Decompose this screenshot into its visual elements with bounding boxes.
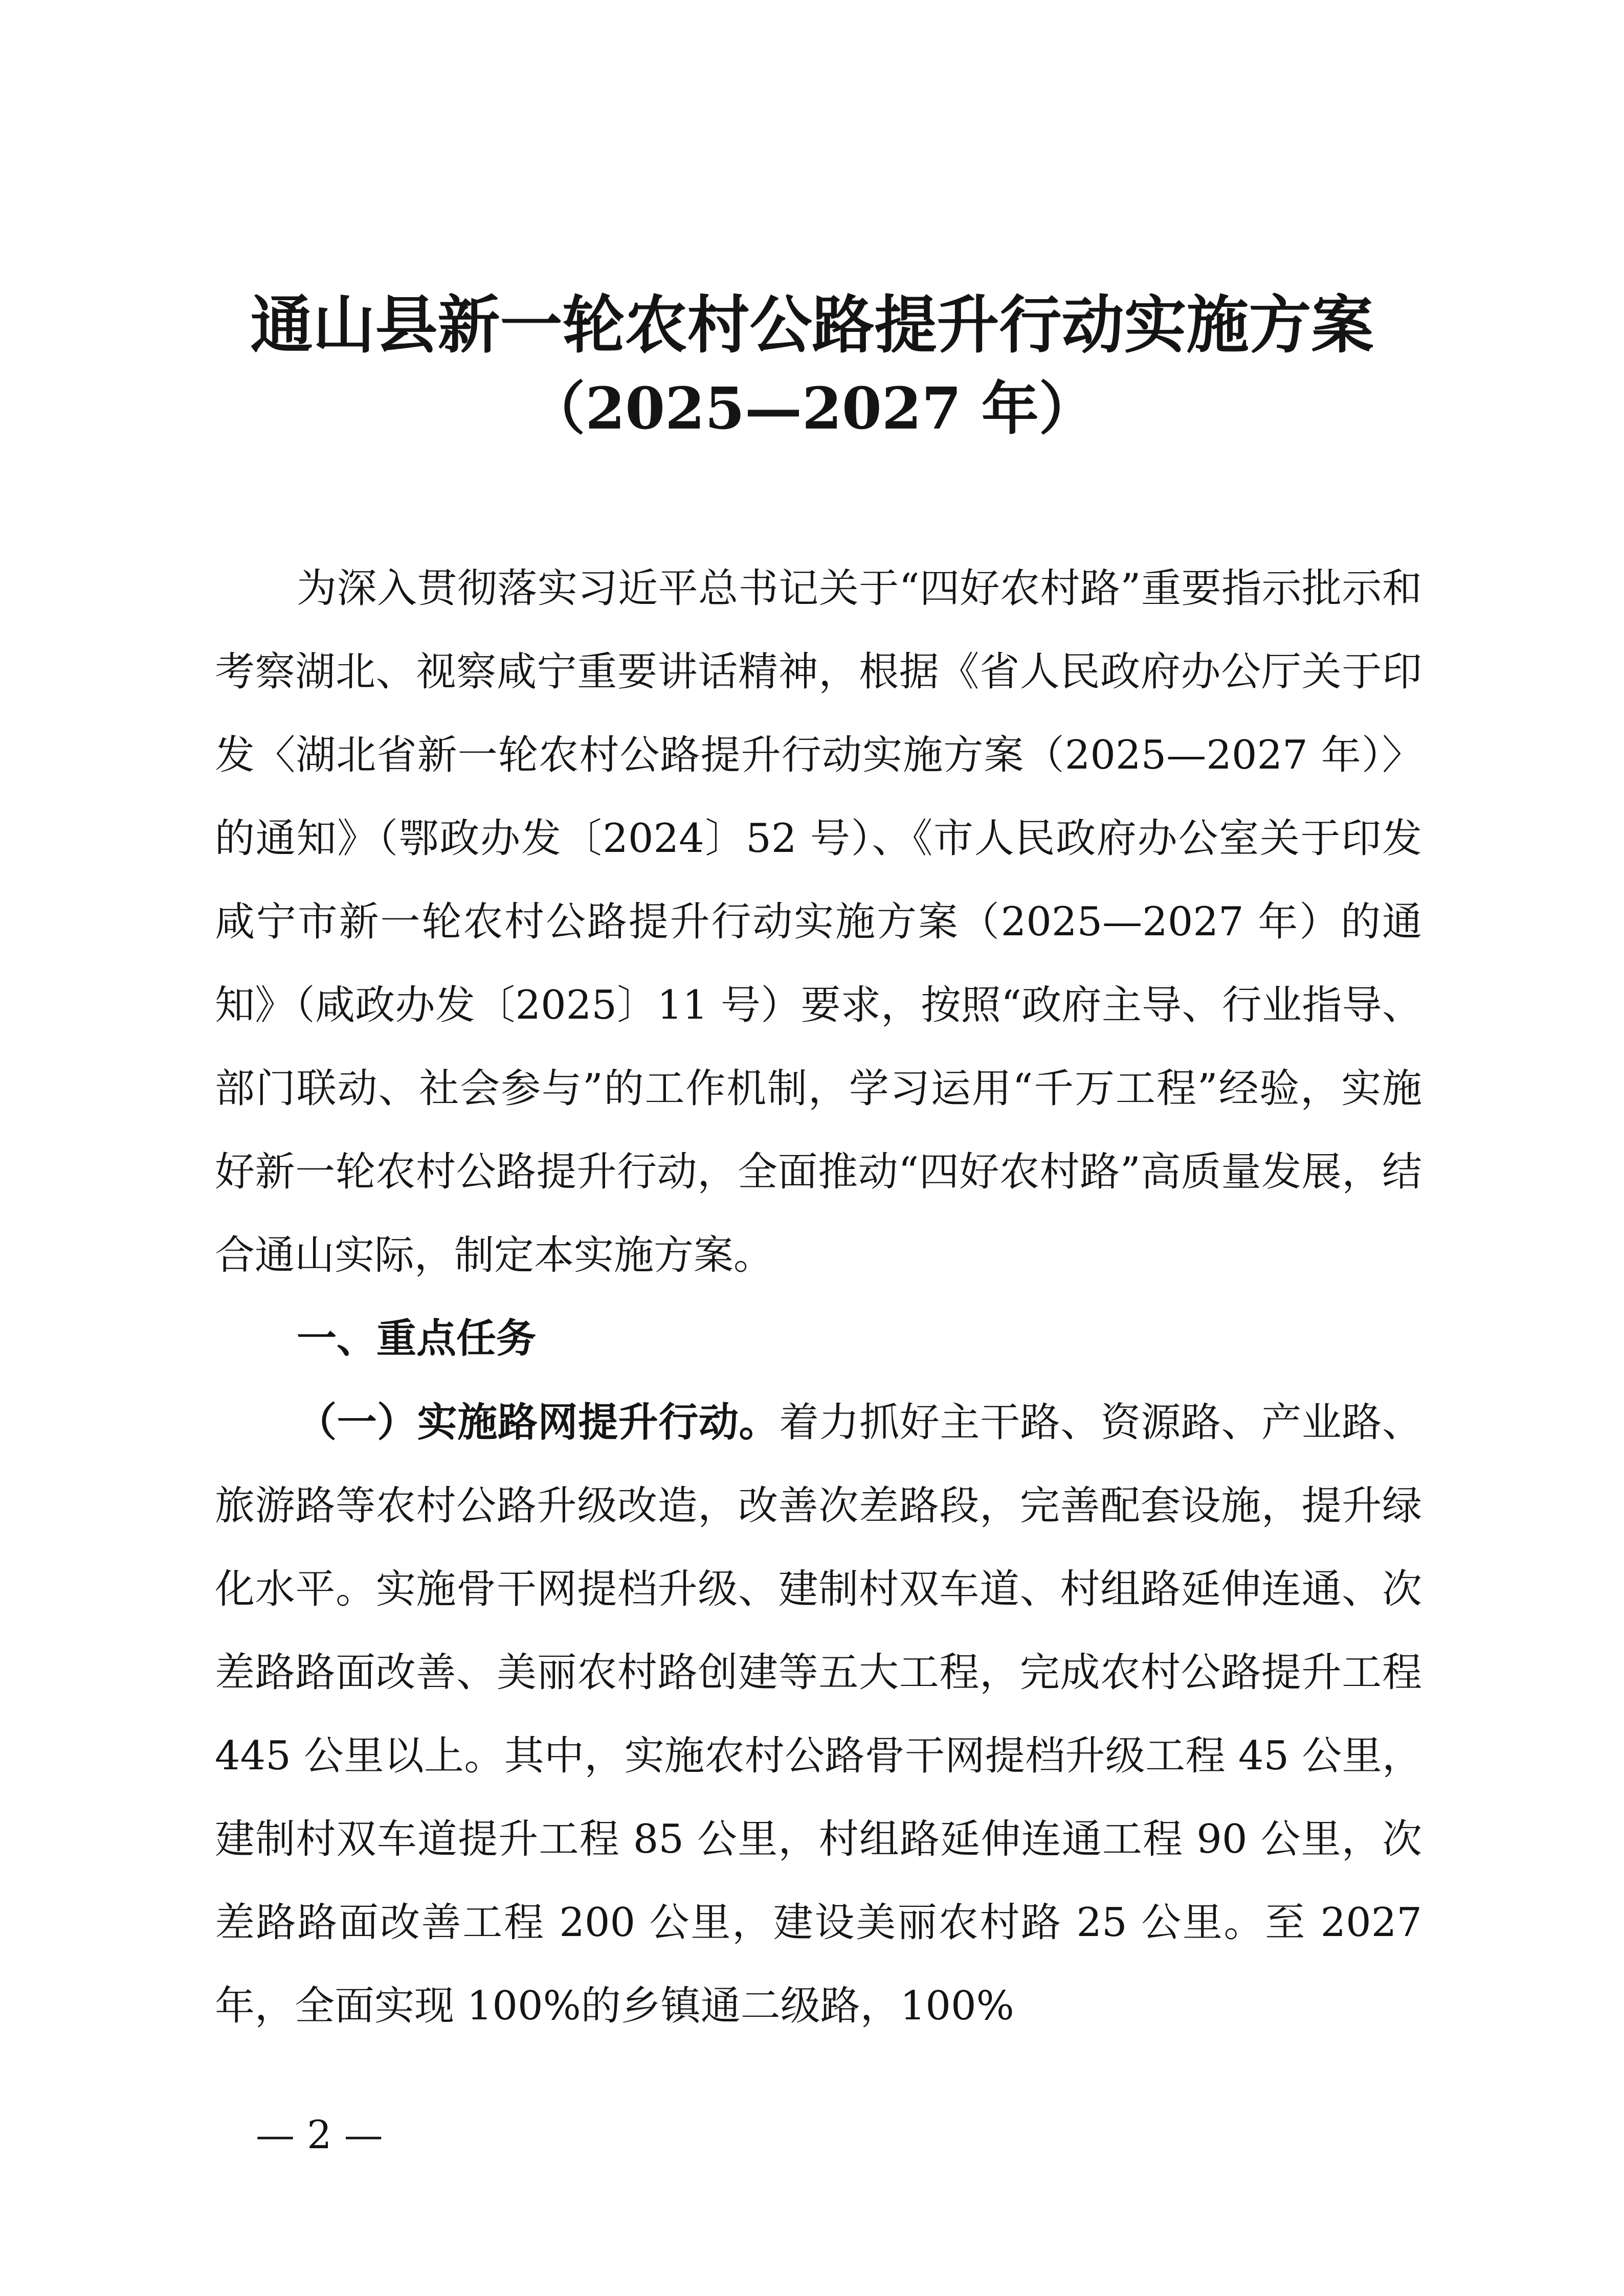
- document-title: 通山县新一轮农村公路提升行动实施方案: [250, 288, 1374, 362]
- page-number: — 2 —: [256, 2112, 383, 2157]
- subsection-lead: （一）实施路网提升行动。: [297, 1399, 780, 1446]
- subsection-body: 着力抓好主干路、资源路、产业路、旅游路等农村公路升级改造，改善次差路段，完善配套设施，提升绿化水平。实施骨干网提档升级、建制村双车道、村组路延伸连通、次差路路面改善、美丽农村路创建等五大工程，完成农村公路提升工程 445 公里以上。其中，实施农村公路骨干网提档升级工程 45 公里，建制村双车道提升工程 85 公里，村组路延伸连通工程 90 公里，次差路路面改善工程 200 公里，建设美丽农村路 25 公里。至 2027 年，全面实现 100%的乡镇通二级路，100%: [215, 1400, 1422, 2029]
- intro-paragraph: 为深入贯彻落实习近平总书记关于“四好农村路”重要指示批示和考察湖北、视察咸宁重要讲话精神，根据《省人民政府办公厅关于印发〈湖北省新一轮农村公路提升行动实施方案（2025—2027 年）〉的通知》（鄂政办发〔2024〕52 号）、《市人民政府办公室关于印发咸宁市新一轮农村公路提升行动实施方案（2025—2027 年）的通知》（咸政办发〔2025〕11 号）要求，按照“政府主导、行业指导、部门联动、社会参与”的工作机制，学习运用“千万工程”经验，实施好新一轮农村公路提升行动，全面推动“四好农村路”高质量发展，结合通山实际，制定本实施方案。: [215, 566, 1422, 1278]
- subsection-paragraph: [215, 1381, 1422, 2048]
- section-heading: 一、重点任务: [297, 1316, 537, 1362]
- document-body: [215, 547, 1422, 2048]
- document-subtitle: （2025—2027 年）: [528, 375, 1096, 442]
